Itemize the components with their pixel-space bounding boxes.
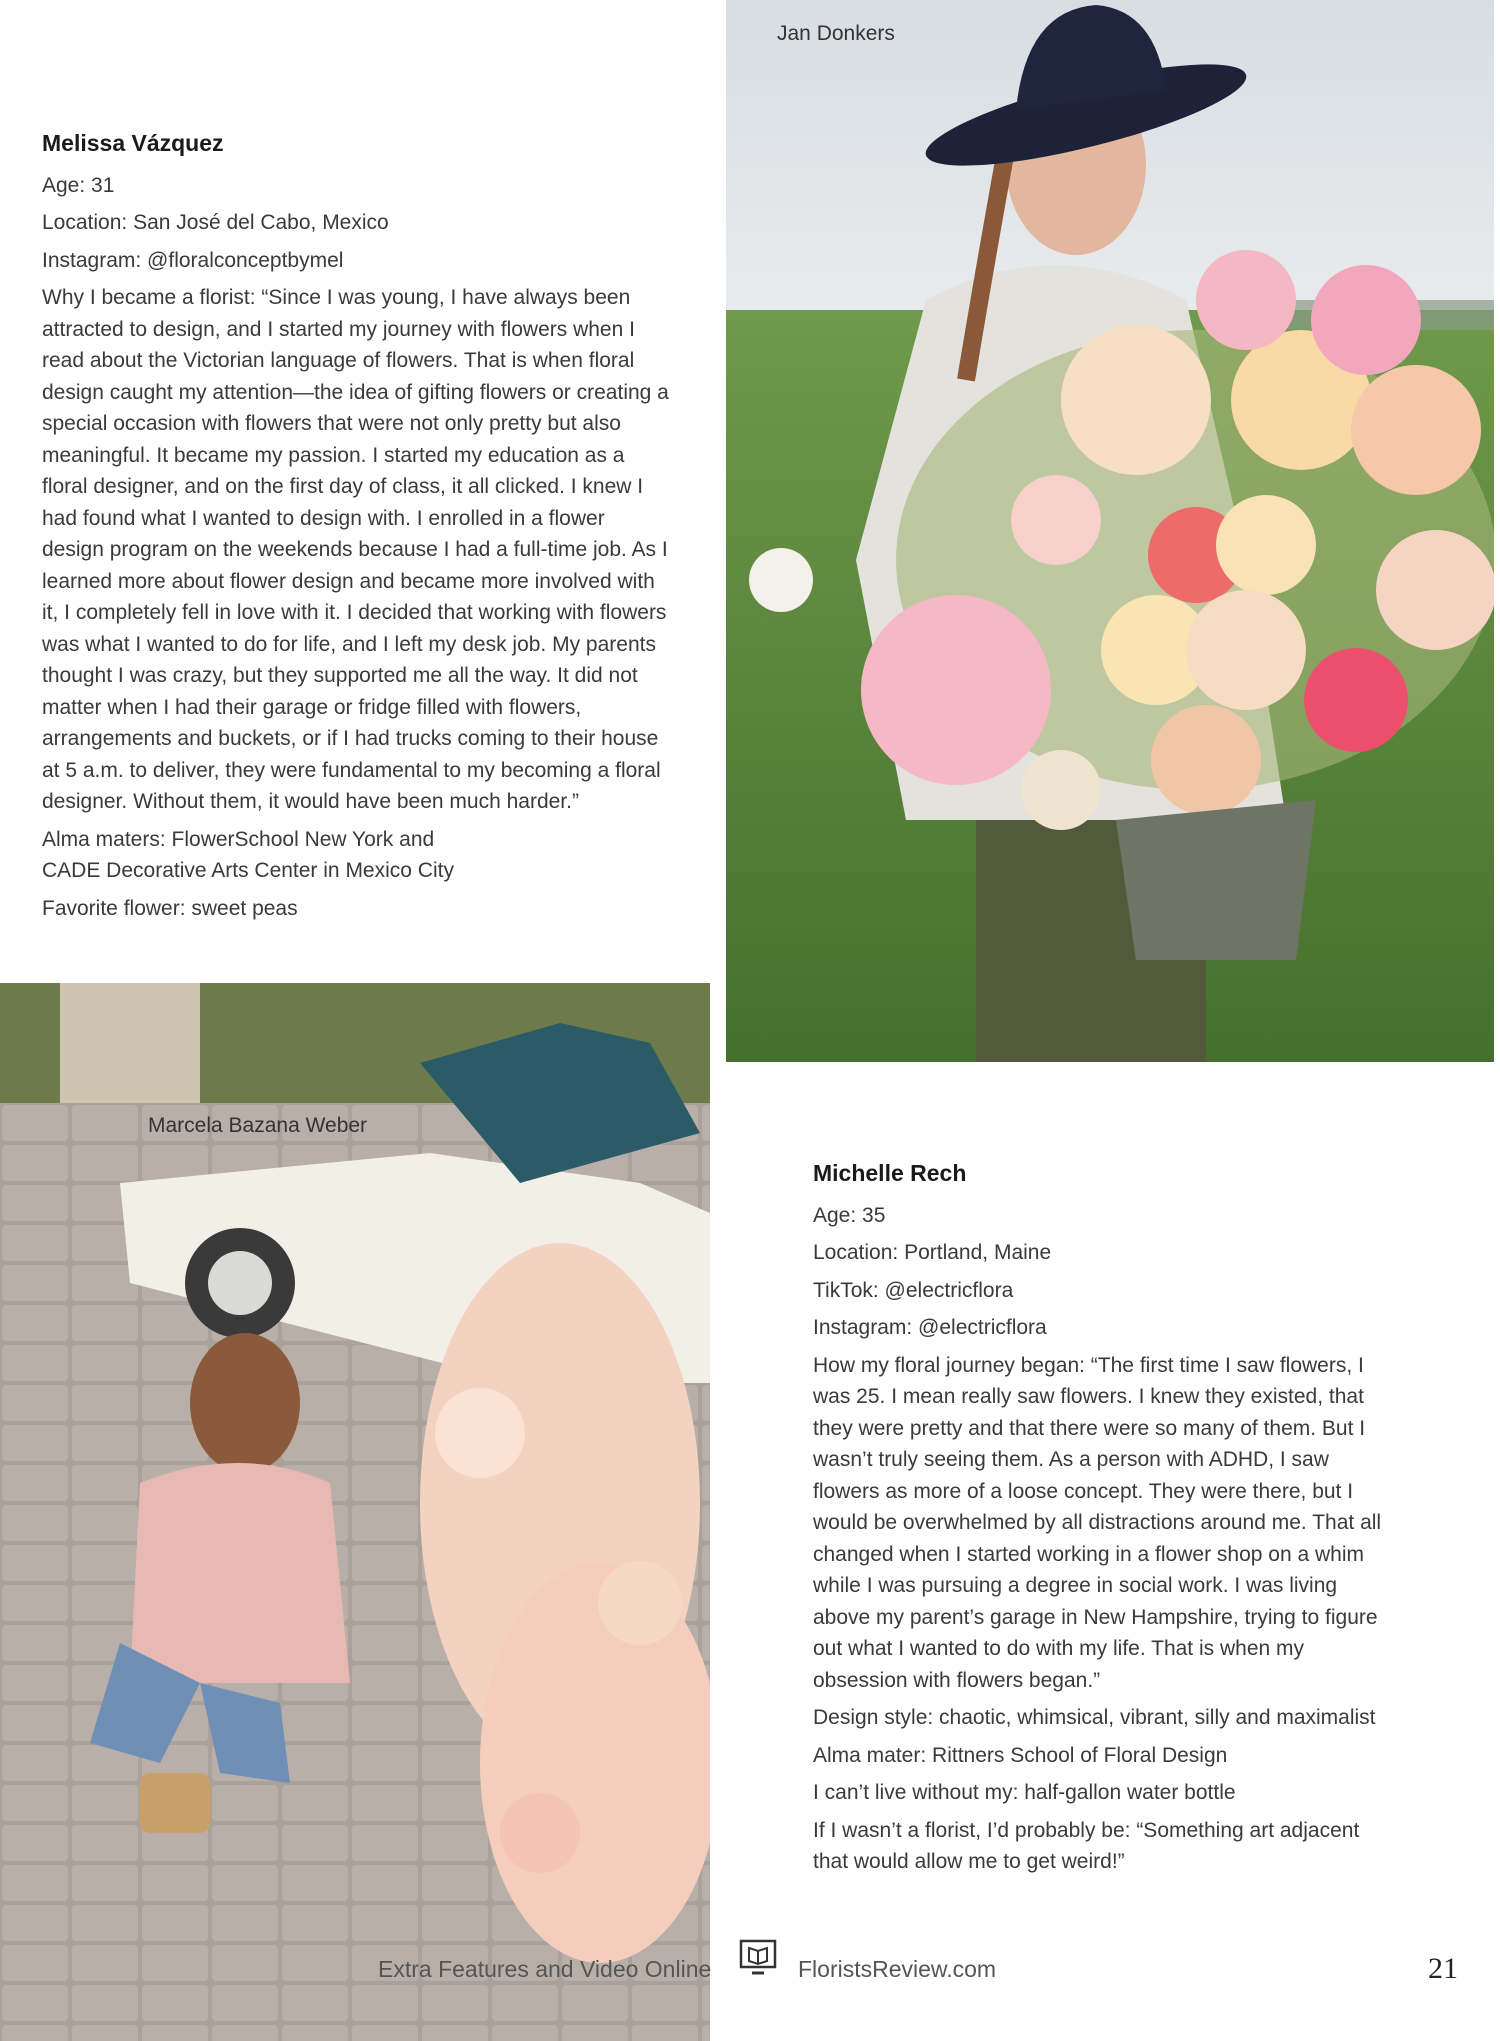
computer-book-icon <box>738 1938 778 1978</box>
profile-name: Michelle Rech <box>813 1160 967 1186</box>
profile-why-florist: Why I became a florist: “Since I was young, I have always been attracted to design, and I started my journey with flowers when I read about the Victorian language of flowers. That is when floral design caught my attention—the idea of gifting flowers or creating a special occasion with flowers that were not only pretty but also meaningful. It became my passion. I started my education as a floral designer, and on the first day of class, it all clicked. I knew I had found what I wanted to design with. I enrolled in a flower design program on the weekends because I had a full-time job. As I learned more about flower design and became more involved with it, I completely fell in love with it. I decided that working with flowers was what I wanted to do for life, and I left my desk job. My parents thought I was crazy, but they supported me all the way. It did not matter when I had their garage or fridge filled with flowers, arrangements and buckets, or if I had trucks coming to their house at 5 a.m. to deliver, they were fundamental to my becoming a floral designer. Without them, it would have been much harder.” <box>42 286 669 813</box>
profile-michelle <box>813 1158 1393 1884</box>
profile-alma-mater: Alma mater: Rittners School of Floral Design <box>813 1743 1228 1767</box>
footer-extra-features: Extra Features and Video Online <box>378 1956 712 1982</box>
profile-instagram: Instagram: @electricflora <box>813 1316 1047 1339</box>
photo-credit-bottom: Marcela Bazana Weber <box>148 1114 368 1137</box>
photo-credit-top: Jan Donkers <box>777 22 895 45</box>
profile-if-not-florist: If I wasn’t a florist, I’d probably be: “Something art adjacent that would allow me to get weird!” <box>813 1818 1360 1873</box>
profile-age: Age: 35 <box>813 1203 886 1227</box>
profile-instagram: Instagram: @floralconceptbymel <box>42 248 344 272</box>
profile-tiktok: TikTok: @electricflora <box>813 1278 1014 1302</box>
page-number: 21 <box>1428 1952 1458 1985</box>
profile-cant-live-without: I can’t live without my: half-gallon water bottle <box>813 1781 1236 1804</box>
profile-name: Melissa Vázquez <box>42 130 224 156</box>
profile-alma-maters-cont: CADE Decorative Arts Center in Mexico City <box>42 859 454 882</box>
profile-melissa <box>42 128 672 930</box>
profile-location: Location: San José del Cabo, Mexico <box>42 211 389 234</box>
profile-design-style: Design style: chaotic, whimsical, vibrant, silly and maximalist <box>813 1706 1376 1729</box>
profile-alma-maters: Alma maters: FlowerSchool New York and <box>42 827 435 851</box>
photo-woman-with-car <box>0 983 710 2041</box>
photo-woman-with-bouquet <box>726 0 1494 1062</box>
profile-favorite-flower: Favorite flower: sweet peas <box>42 896 298 920</box>
footer-website-link[interactable]: FloristsReview.com <box>798 1956 997 1982</box>
profile-age: Age: 31 <box>42 173 115 197</box>
profile-floral-journey: How my floral journey began: “The first time I saw flowers, I was 25. I mean really saw flowers. I knew they existed, that they were pretty and that there were so many of them. But I wasn’t truly seeing them. As a person with ADHD, I saw flowers as more of a loose concept. They were there, but I would be overwhelmed by all distractions around me. That all changed when I started working in a flower shop on a whim while I was pursuing a degree in social work. I was living above my parent’s garage in New Hampshire, trying to figure out what I wanted to do with my life. That is when my obsession with flowers began.” <box>813 1353 1382 1692</box>
profile-location: Location: Portland, Maine <box>813 1241 1052 1264</box>
